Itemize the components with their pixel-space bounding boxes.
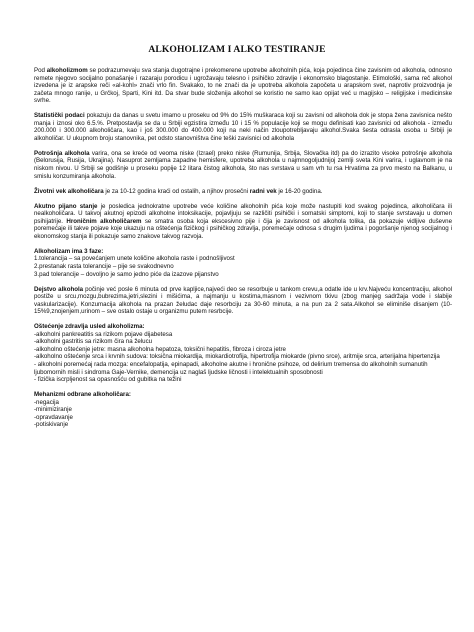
paragraph-statistics (34, 112, 452, 142)
paragraph-consumption (34, 150, 452, 180)
acute-keyword: Akutno pijano stanje (34, 202, 98, 210)
effect-keyword: Dejstvo alkohola (34, 285, 84, 293)
phase-item: 3.pad tolerancije – dovoljno je samo jedno piće da izazove pijanstvo (34, 270, 219, 278)
consumption-keyword: Potrošnja alkohola (34, 149, 90, 157)
defense-section (34, 391, 452, 429)
document-title: ALKOHOLIZAM I ALKO TESTIRANJE (148, 44, 326, 55)
paragraph-intro (34, 67, 452, 105)
intro-lead: Pod (34, 67, 47, 74)
damage-item: -alkoholni pankreatitis sa rizikom pojave dijabetesa (34, 330, 173, 338)
defense-heading: Mehanizmi odbrane alkoholičara: (34, 391, 131, 399)
statistics-keyword: Statistički podaci (34, 112, 85, 120)
defense-item: -negacija (34, 398, 59, 406)
intro-text: se podrazumevaju sva stanja dugotrajne i prekomerene upotrebe alkoholnih pića, koja pojedinca čine zavisnim od alkohola, odnosno remete njegovo socijalno ponašanje i razaraju porodicu i ugrožavaju telesno i psihičko zdravlje i ekonomsko blagostanje. Etimološki, sama reč alkohol izvedena je iz arapske reči «al-kohl» znači vrlo fin. Svakako, to ne znači da je upotreba alkohola započeta u arapskom svet, naprotiv proizvodnja je začeta mnogo ranije, u Grčkoj, Sparti, Kini itd. Da stvar bude složenija alkohol se koristio ne samo kao opijat već u magijsko – religijske i medicinske svrhe. (34, 67, 452, 105)
damage-heading: Oštećenje zdravlja usled alkoholizma: (34, 323, 145, 331)
acute-text: je posledica jednokratne upotrebe veće količine alkoholnih pića koje može nastupiti kod svakog pojedinca, alkoholičara ili nealkoholičara. U takvoj akutnoj epizodi alkoholne intoksikacije, pojavljuju se različiti psihički i somatski simptomi, koji to stanje svrstavaju u domen psihijatrije. (34, 202, 453, 225)
phase-item: 2.prestanak rasta tolerancije – pije se svakodnevno (34, 262, 174, 270)
phases-section (34, 248, 452, 278)
paragraph-lifespan (34, 188, 452, 196)
intro-keyword: alkoholizmom (46, 67, 88, 74)
statistics-text: pokazuju da danas u svetu imamo u proseku od 9% do 15% muškaraca koji su zavisni od alkohola dok je stopa žena zavisnica nešto manja i iznosi oko 6.5.%. Pretpostavlja se da u Srbiji egzistira između 10 i 15 % populacije koji se mogu definisati kao zavisnici od alkohola - između 200.000 i 300.000 alkoholičara, kao i još 300.000 do 400.000 koji na neki način zloupotrebljavaju alkohol.Svaka šesta odrasla osoba u Srbiji je alkoholičar. U ukupnom broju stanovnika, pet odsto stanovništva čine teški zavisnici od alkohola (34, 112, 452, 142)
work-life-keyword: radni vek (249, 187, 277, 195)
defense-item: -opravdavanje (34, 413, 73, 421)
damage-item: -alkoholno oštećenje srca i krvnih sudova: toksična miokardija, miokardiotrofija, hipertrofija miokarde (pivno srce), aritmije srca, arterijalna hipertenzija (34, 353, 440, 361)
lifespan-end: je 16-20 godina. (276, 187, 323, 195)
chronic-text: se smatra osoba koja ekscesivno pije i čija je zavisnost od alkohola tolika, da pokazuje vidljive duševne poremećaje ili takve pojave koje ukazuju na oštećenja fizičkog i psihičkog zdravlja, poremećaje odnosa s drugim ljudima i pogoršanje njenog socijalnog i ekonomskog stanja ili pokazuje samo znakove takvog razvoja. (34, 217, 453, 240)
effect-text: počinje već posle 6 minuta od prve kapljice,najveći deo se resorbuje u tankom crevu,a odatle ide u krv.Najveću koncentraciju, alkohol postiže u srcu,mozgu,bubrezima,jetri,slezini i mišićima, a najmanju u kostima,masnom i vezivnom tkivu (zbog manjeg sadržaja vode i slabije vaskularizacije). Konzumacija alkohola na prazan želudac daje resorbciju za 30-60 minuta, a na pun za 2 sata.Alkohol se eliminiše disanjem (10-15%9,znojenjem,urinom – sve ostalo ostaje u organizmu putem resrbcije. (34, 285, 452, 316)
phases-heading: Alkoholizam ima 3 faze: (34, 247, 104, 255)
defense-item: -minimiziranje (34, 406, 72, 414)
damage-section (34, 323, 452, 383)
lifespan-keyword: Životni vek alkoholičara (34, 187, 104, 195)
damage-item: - alkoholni poremećaj rada mozga: encefalopatija, epinapadi, alkoholne akutne i hronične psihoze, od delirium tremensa do alkoholnih sumanutih ljubomornih misli i sindroma Gaje-Vernike, demencija uz naglaš ljudske ličnosti i intelektualnih sposobnosti (34, 361, 428, 376)
damage-item: -alkoholno oštećenje jetre: masna alkoholna hepatoza, toksični hepatitis, fibroza i ciroza jetre (34, 345, 286, 353)
document-body (34, 67, 452, 429)
defense-item: -potiskivanje (34, 421, 69, 429)
chronic-keyword: Hroničnim alkoholičarem (66, 217, 142, 225)
phase-item: 1.tolerancija – sa povećanjem unete količine alkohola raste i podnošljivost (34, 255, 235, 263)
consumption-text: varira, ona se kreće od veoma niske (Izrael) preko niske (Rumunija, Srbija, Slovačka itd) pa do izrazito visoke potrošnje alkohola (Belorusija, Rusija, Ukrajina). Nasuprot zemljama zapadne hemisfere, upotreba alkohola u najmnogoljudnijoj zemlji sveta Kini varira, i uglavnom je na niskom nivou. U Srbiji se godišnje u proseku popije 12 litara čistog alkohola, što nas svrstava u sam vrh tu rsa Hrvatima za prvo mesto na Balkanu, u smislu konzumiranja alkohola. (34, 149, 453, 180)
damage-item: -alkoholni gastritis sa rizikom čira na želucu (34, 338, 153, 346)
lifespan-text: je za 10-12 godina kraći od ostalih, a njihov prosečni (103, 187, 250, 195)
paragraph-acute (34, 203, 452, 241)
damage-item: - fizička iscrpljenost sa opasnošću od gubitka na težini (34, 376, 182, 384)
paragraph-effect (34, 286, 452, 316)
